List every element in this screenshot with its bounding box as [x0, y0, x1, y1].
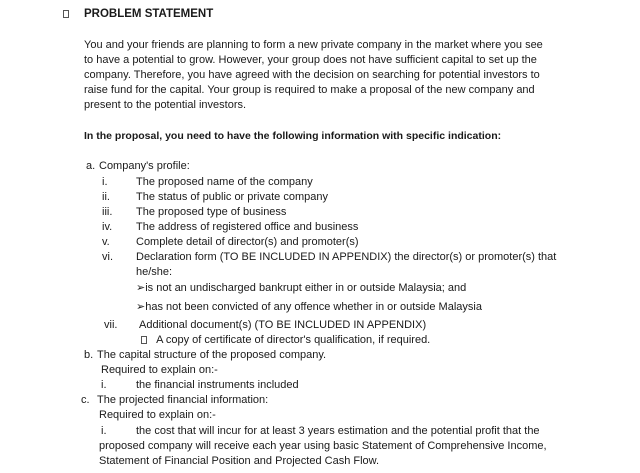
intro-line-5: present to the potential investors.: [84, 99, 247, 111]
item-a-i-text: The proposed name of the company: [136, 176, 313, 188]
item-c-i-line-3: Statement of Financial Position and Projected Cash Flow.: [99, 455, 380, 467]
item-b-i-text: the financial instruments included: [136, 379, 299, 391]
item-a-vii-text: Additional document(s) (TO BE INCLUDED IN APPENDIX): [139, 319, 427, 331]
item-a-vi-text: Declaration form (TO BE INCLUDED IN APPENDIX) the director(s) or promoter(s) that: [136, 251, 557, 263]
intro-line-2: to have a potential to grow. However, your group does not have sufficient capital to set up the: [84, 54, 537, 66]
item-a-vi-num: vi.: [102, 251, 113, 263]
intro-line-1: You and your friends are planning to form a new private company in the market where you see: [84, 39, 543, 51]
section-c-title: The projected financial information:: [97, 394, 269, 406]
item-a-iv-num: iv.: [102, 221, 113, 233]
sub-bullet-1: ➢is not an undischarged bankrupt either in or outside Malaysia; and: [136, 282, 467, 294]
box-bullet-icon: [63, 10, 69, 18]
section-b-required: Required to explain on:-: [101, 364, 218, 376]
instruction-text: In the proposal, you need to have the following information with specific indication:: [84, 130, 502, 142]
item-a-v-text: Complete detail of director(s) and promoter(s): [136, 236, 359, 248]
item-c-i-num: i.: [101, 425, 107, 437]
item-a-vii-num: vii.: [104, 319, 118, 331]
section-c-label: c.: [81, 394, 90, 406]
item-a-ii-num: ii.: [102, 191, 110, 203]
arrow-bullet-icon: ➢: [136, 282, 146, 294]
item-a-ii-text: The status of public or private company: [136, 191, 328, 203]
item-a-i-num: i.: [102, 176, 108, 188]
item-b-i-num: i.: [101, 379, 107, 391]
item-a-iii-num: iii.: [102, 206, 113, 218]
item-c-i-line-2: proposed company will receive each year using basic Statement of Comprehensive Income,: [99, 440, 547, 452]
section-heading: PROBLEM STATEMENT: [84, 8, 214, 20]
item-a-iv-text: The address of registered office and business: [136, 221, 359, 233]
intro-line-4: raise fund for the capital. Your group is required to make a proposal of the new company and: [84, 84, 535, 96]
section-a-label: a.: [86, 160, 96, 172]
item-a-vi-cont: he/she:: [136, 266, 173, 278]
item-a-iii-text: The proposed type of business: [136, 206, 287, 218]
intro-line-3: company. Therefore, you have agreed with the decision on searching for potential investors to: [84, 69, 540, 81]
section-a-title: Company's profile:: [99, 160, 190, 172]
item-c-i-line-1: the cost that will incur for at least 3 years estimation and the potential profit that the: [136, 425, 540, 437]
item-a-v-num: v.: [102, 236, 110, 248]
arrow-bullet-icon: ➢: [136, 301, 146, 313]
sub-bullet-2: ➢has not been convicted of any offence whether in or outside Malaysia: [136, 301, 482, 313]
section-b-title: The capital structure of the proposed company.: [97, 349, 327, 361]
box-bullet-icon: [141, 336, 147, 344]
vii-bullet: A copy of certificate of director's qualification, if required.: [141, 333, 430, 348]
section-b-label: b.: [84, 349, 94, 361]
section-c-required: Required to explain on:-: [99, 409, 216, 421]
